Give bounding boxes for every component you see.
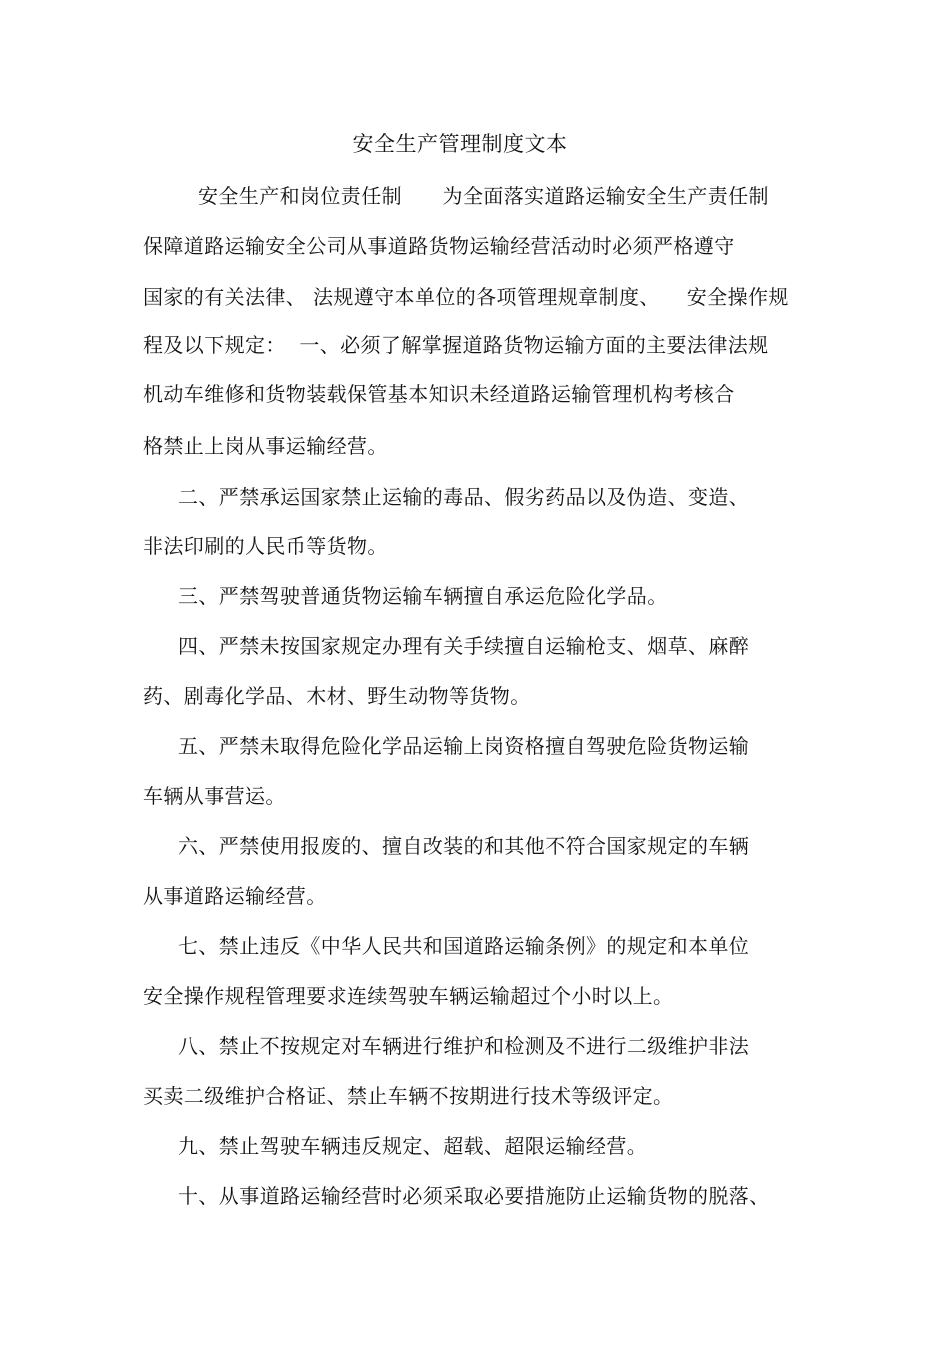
paragraph-line: 安全生产和岗位责任制 为全面落实道路运输安全生产责任制 [198,184,769,208]
paragraph-line: 三、严禁驾驶普通货物运输车辆擅自承运危险化学品。 [178,584,668,608]
paragraph-line: 机动车维修和货物装载保管基本知识未经道路运输管理机构考核合 [143,382,735,406]
paragraph-line: 五、严禁未取得危险化学品运输上岗资格擅自驾驶危险货物运输 [178,734,750,758]
paragraph-line: 格禁止上岗从事运输经营。 [143,434,388,458]
paragraph-line: 九、禁止驾驶车辆违反规定、超载、超限运输经营。 [178,1134,648,1158]
paragraph-line: 八、禁止不按规定对车辆进行维护和检测及不进行二级维护非法 [178,1034,750,1058]
paragraph-line: 六、严禁使用报废的、擅自改装的和其他不符合国家规定的车辆 [178,834,750,858]
paragraph-line: 七、禁止违反《中华人民共和国道路运输条例》的规定和本单位 [178,934,750,958]
paragraph-line: 程及以下规定： 一、必须了解掌握道路货物运输方面的主要法律法规 [143,333,769,357]
paragraph-line: 车辆从事营运。 [143,784,286,808]
paragraph-line: 买卖二级维护合格证、禁止车辆不按期进行技术等级评定。 [143,1084,674,1108]
paragraph-line: 二、严禁承运国家禁止运输的毒品、假劣药品以及伪造、变造、 [178,485,750,509]
document-title: 安全生产管理制度文本 [352,132,568,156]
paragraph-line: 从事道路运输经营。 [143,884,327,908]
paragraph-line: 药、剧毒化学品、木材、野生动物等货物。 [143,684,531,708]
paragraph-line: 十、从事道路运输经营时必须采取必要措施防止运输货物的脱落、 [178,1184,770,1208]
paragraph-line: 非法印刷的人民币等货物。 [143,534,388,558]
paragraph-line: 国家的有关法律、 法规遵守本单位的各项管理规章制度、 安全操作规 [143,285,789,309]
paragraph-line: 安全操作规程管理要求连续驾驶车辆运输超过个小时以上。 [143,984,674,1008]
paragraph-line: 保障道路运输安全公司从事道路货物运输经营活动时必须严格遵守 [143,234,735,258]
paragraph-line: 四、严禁未按国家规定办理有关手续擅自运输枪支、烟草、麻醉 [178,634,750,658]
